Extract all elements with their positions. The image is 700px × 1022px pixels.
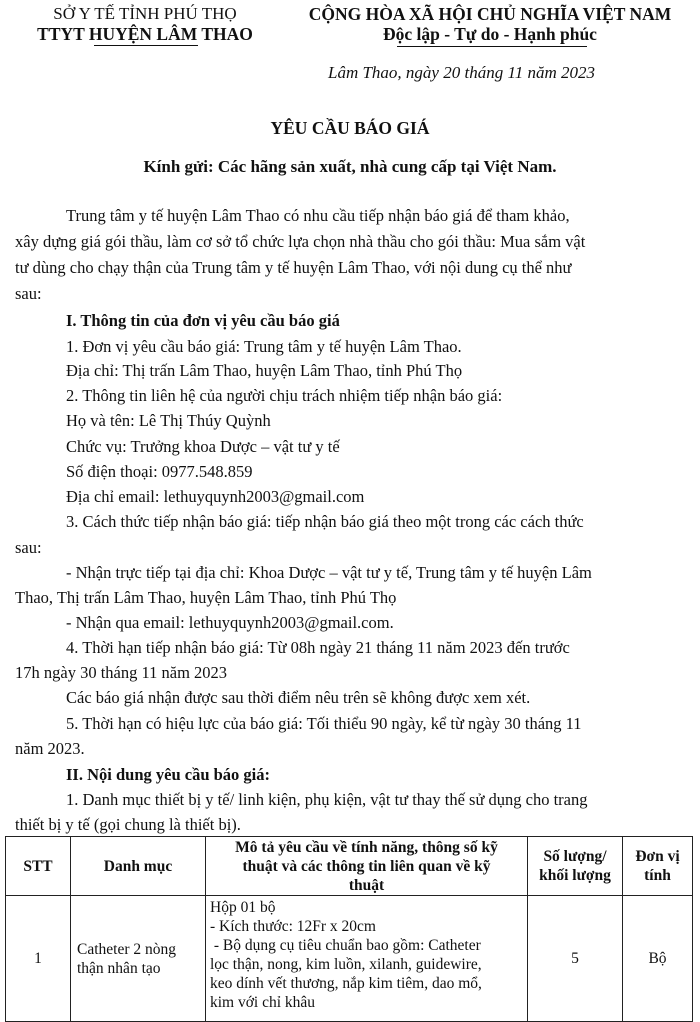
col-header-description: Mô tả yêu cầu về tính năng, thông số kỹ thuật và các thông tin liên quan về kỹ thuật [206,837,528,896]
desc-line: - Kích thước: 12Fr x 20cm [210,918,376,935]
body-line: tư dùng cho chạy thận của Trung tâm y tế huyện Lâm Thao, với nội dung cụ thể như [15,258,572,277]
body-line: Các báo giá nhận được sau thời điểm nêu trên sẽ không được xem xét. [66,688,531,707]
date-line: Lâm Thao, ngày 20 tháng 11 năm 2023 [328,63,595,82]
body-line: 17h ngày 30 tháng 11 năm 2023 [15,663,228,682]
equipment-table [5,836,693,1022]
body-line: thiết bị y tế (gọi chung là thiết bị). [15,815,241,834]
body-line: 1. Đơn vị yêu cầu báo giá: Trung tâm y tế huyện Lâm Thao. [66,337,462,356]
motto-underline [397,46,587,47]
cell-description [206,896,528,1022]
cell-unit: Bộ [623,896,693,1022]
col-header-stt: STT [6,837,71,896]
body-line: Trung tâm y tế huyện Lâm Thao có nhu cầu tiếp nhận báo giá để tham khảo, [66,206,570,225]
desc-line: - Bộ dụng cụ tiêu chuẩn bao gồm: Catheter [210,937,481,954]
body-line: xây dựng giá gói thầu, làm cơ sở tổ chức lựa chọn nhà thầu cho gói thầu: Mua sắm vật [15,232,586,251]
table-row [6,896,693,1022]
body-line: 5. Thời hạn có hiệu lực của báo giá: Tối thiểu 90 ngày, kể từ ngày 30 tháng 11 [66,714,582,733]
body-line: 3. Cách thức tiếp nhận báo giá: tiếp nhận báo giá theo một trong các cách thức [66,512,584,531]
col-header-unit: Đơn vị tính [623,837,693,896]
desc-line: kim với chỉ khâu [210,994,316,1011]
body-line: 2. Thông tin liên hệ của người chịu trách nhiệm tiếp nhận báo giá: [66,386,503,405]
body-line: Địa chỉ: Thị trấn Lâm Thao, huyện Lâm Thao, tỉnh Phú Thọ [66,361,463,380]
body-line: sau: [15,538,42,557]
body-line: sau: [15,284,42,303]
desc-line: Hộp 01 bộ [210,899,276,916]
desc-line: lọc thận, nong, kim luồn, xilanh, guidewire, [210,956,482,973]
contact-position: Chức vụ: Trưởng khoa Dược – vật tư y tế [66,437,340,456]
col-header-quantity: Số lượng/ khối lượng [528,837,623,896]
agency-name: TTYT HUYỆN LÂM THAO [37,24,253,44]
national-motto: Độc lập - Tự do - Hạnh phúc [383,24,597,44]
section-heading-2: II. Nội dung yêu cầu báo giá: [66,765,271,784]
cell-item: Catheter 2 nòng thận nhân tạo [71,896,206,1022]
contact-email: Địa chỉ email: lethuyquynh2003@gmail.com [66,487,365,506]
agency-underline [94,45,198,46]
body-line: Thao, Thị trấn Lâm Thao, huyện Lâm Thao, tỉnh Phú Thọ [15,588,397,607]
col-header-item: Danh mục [71,837,206,896]
desc-line: keo dính vết thương, nắp kim tiêm, dao mổ, [210,975,482,992]
body-line: - Nhận qua email: lethuyquynh2003@gmail.com. [66,613,394,632]
agency-parent: SỞ Y TẾ TỈNH PHÚ THỌ [53,4,237,23]
cell-quantity: 5 [528,896,623,1022]
recipient-line: Kính gửi: Các hãng sản xuất, nhà cung cấp tại Việt Nam. [143,157,557,176]
contact-name: Họ và tên: Lê Thị Thúy Quỳnh [66,411,271,430]
body-line: - Nhận trực tiếp tại địa chỉ: Khoa Dược – vật tư y tế, Trung tâm y tế huyện Lâm [66,563,592,582]
body-line: năm 2023. [15,739,85,758]
body-line: 1. Danh mục thiết bị y tế/ linh kiện, phụ kiện, vật tư thay thế sử dụng cho trang [66,790,588,809]
cell-stt: 1 [6,896,71,1022]
body-line: 4. Thời hạn tiếp nhận báo giá: Từ 08h ngày 21 tháng 11 năm 2023 đến trước [66,638,570,657]
contact-phone: Số điện thoại: 0977.548.859 [66,462,253,481]
table-header-row [6,837,693,896]
document-title: YÊU CẦU BÁO GIÁ [270,118,430,138]
section-heading-1: I. Thông tin của đơn vị yêu cầu báo giá [66,311,340,330]
national-title: CỘNG HÒA XÃ HỘI CHỦ NGHĨA VIỆT NAM [308,4,672,24]
